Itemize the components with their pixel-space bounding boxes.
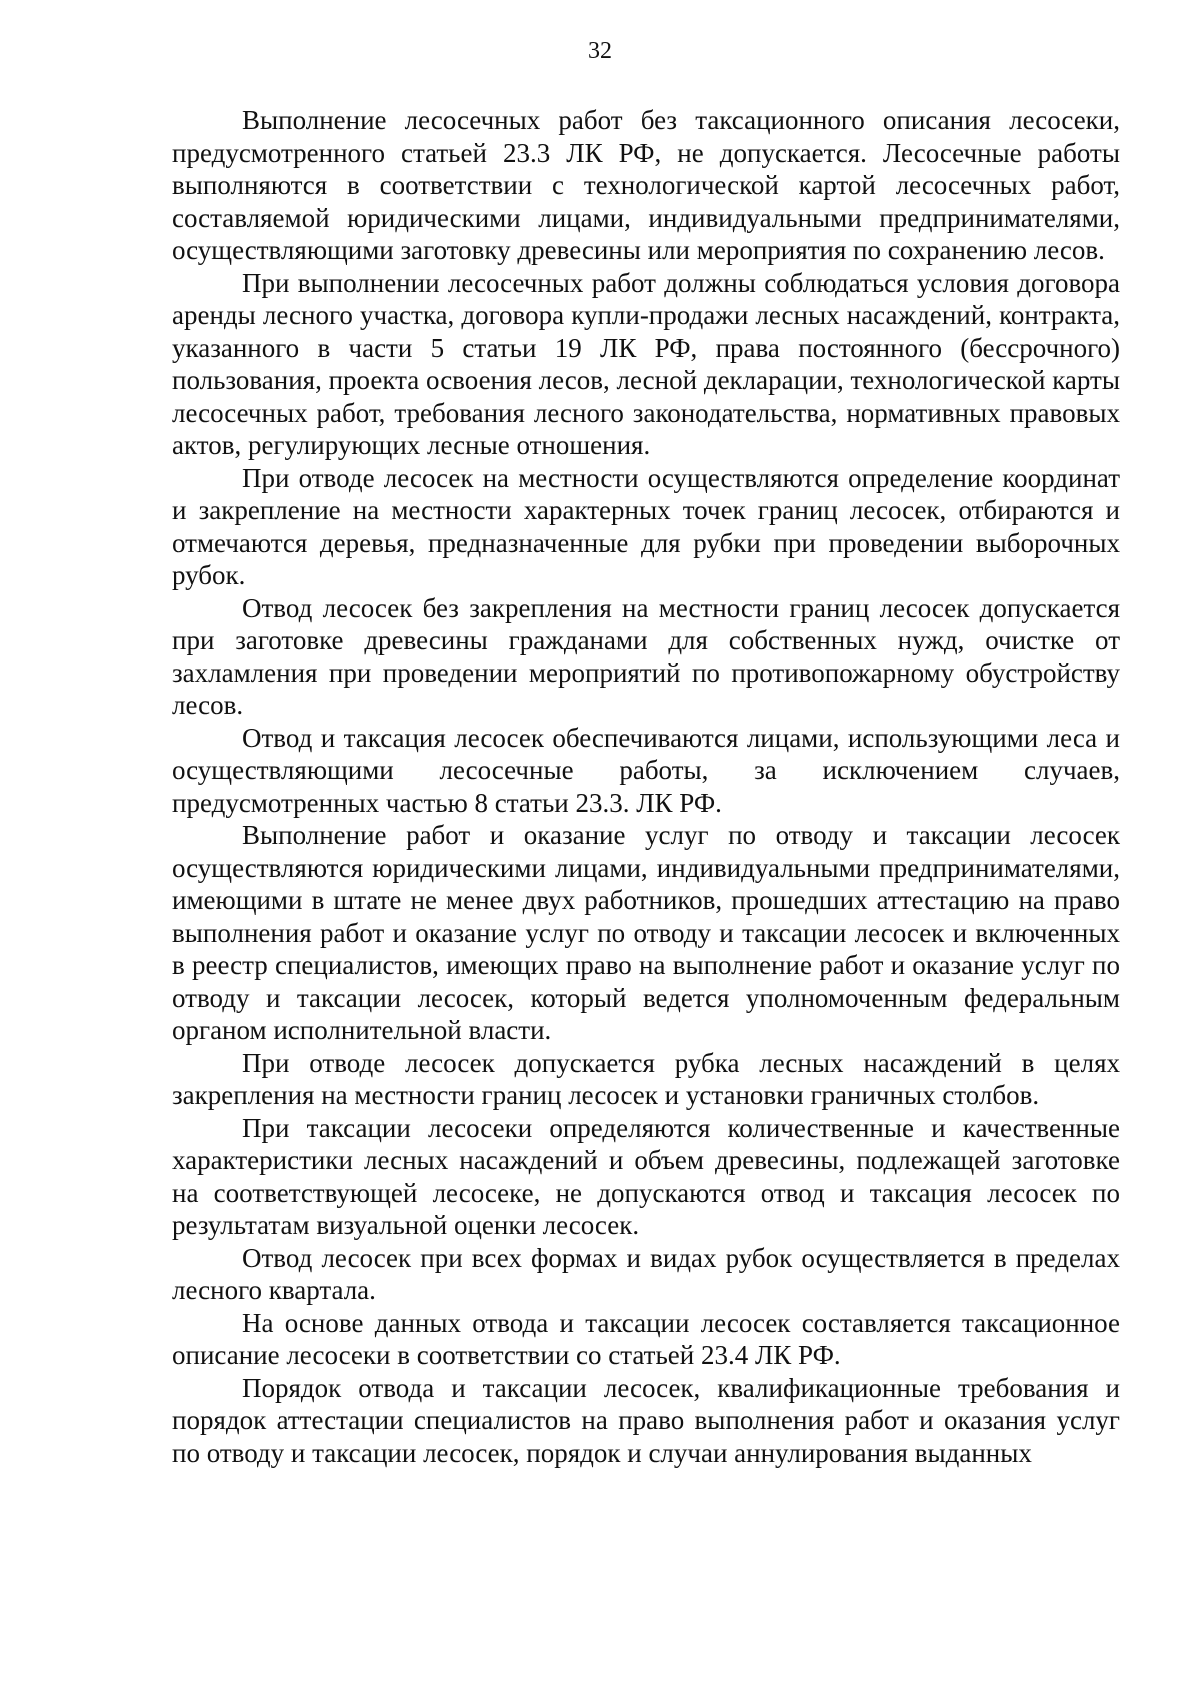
paragraph: Выполнение лесосечных работ без таксационного описания лесосеки, предусмотренного статьей 23.3 ЛК РФ, не допускается. Лесосечные работы выполняются в соответствии с технологической картой лесосечных работ, составляемой юридическими лицами, индивидуальными предпринимателями, осуществляющими заготовку древесины или мероприятия по сохранению лесов.	[172, 105, 1120, 265]
paragraph: Отвод лесосек при всех формах и видах рубок осуществляется в пределах лесного квартала.	[172, 1242, 1120, 1305]
paragraph: При отводе лесосек допускается рубка лесных насаждений в целях закрепления на местности границ лесосек и установки граничных столбов.	[172, 1047, 1120, 1110]
paragraph: Выполнение работ и оказание услуг по отводу и таксации лесосек осуществляются юридическими лицами, индивидуальными предпринимателями, имеющими в штате не менее двух работников, прошедших аттестацию на право выполнения работ и оказание услуг по отводу и таксации лесосек и включенных в реестр специалистов, имеющих право на выполнение работ и оказание услуг по отводу и таксации лесосек, который ведется уполномоченным федеральным органом исполнительной власти.	[172, 820, 1120, 1045]
paragraph: При отводе лесосек на местности осуществляются определение координат и закрепление на местности характерных точек границ лесосек, отбираются и отмечаются деревья, предназначенные для рубки при проведении выборочных рубок.	[172, 462, 1120, 590]
paragraph: На основе данных отвода и таксации лесосек составляется таксационное описание лесосеки в соответствии со статьей 23.4 ЛК РФ.	[172, 1307, 1120, 1370]
document-body	[172, 104, 1120, 1469]
paragraph: При таксации лесосеки определяются количественные и качественные характеристики лесных насаждений и объем древесины, подлежащей заготовке на соответствующей лесосеке, не допускаются отвод и таксация лесосек по результатам визуальной оценки лесосек.	[172, 1112, 1120, 1240]
paragraph: Отвод лесосек без закрепления на местности границ лесосек допускается при заготовке древесины гражданами для собственных нужд, очистке от захламления при проведении мероприятий по противопожарному обустройству лесов.	[172, 592, 1120, 720]
paragraph: Порядок отвода и таксации лесосек, квалификационные требования и порядок аттестации специалистов на право выполнения работ и оказания услуг по отводу и таксации лесосек, порядок и случаи аннулирования выданных	[172, 1372, 1120, 1468]
page-number: 32	[588, 38, 612, 64]
paragraph: При выполнении лесосечных работ должны соблюдаться условия договора аренды лесного участка, договора купли-продажи лесных насаждений, контракта, указанного в части 5 статьи 19 ЛК РФ, права постоянного (бессрочного) пользования, проекта освоения лесов, лесной декларации, технологической карты лесосечных работ, требования лесного законодательства, нормативных правовых актов, регулирующих лесные отношения.	[172, 267, 1120, 460]
paragraph: Отвод и таксация лесосек обеспечиваются лицами, использующими леса и осуществляющими лесосечные работы, за исключением случаев, предусмотренных частью 8 статьи 23.3. ЛК РФ.	[172, 722, 1120, 818]
